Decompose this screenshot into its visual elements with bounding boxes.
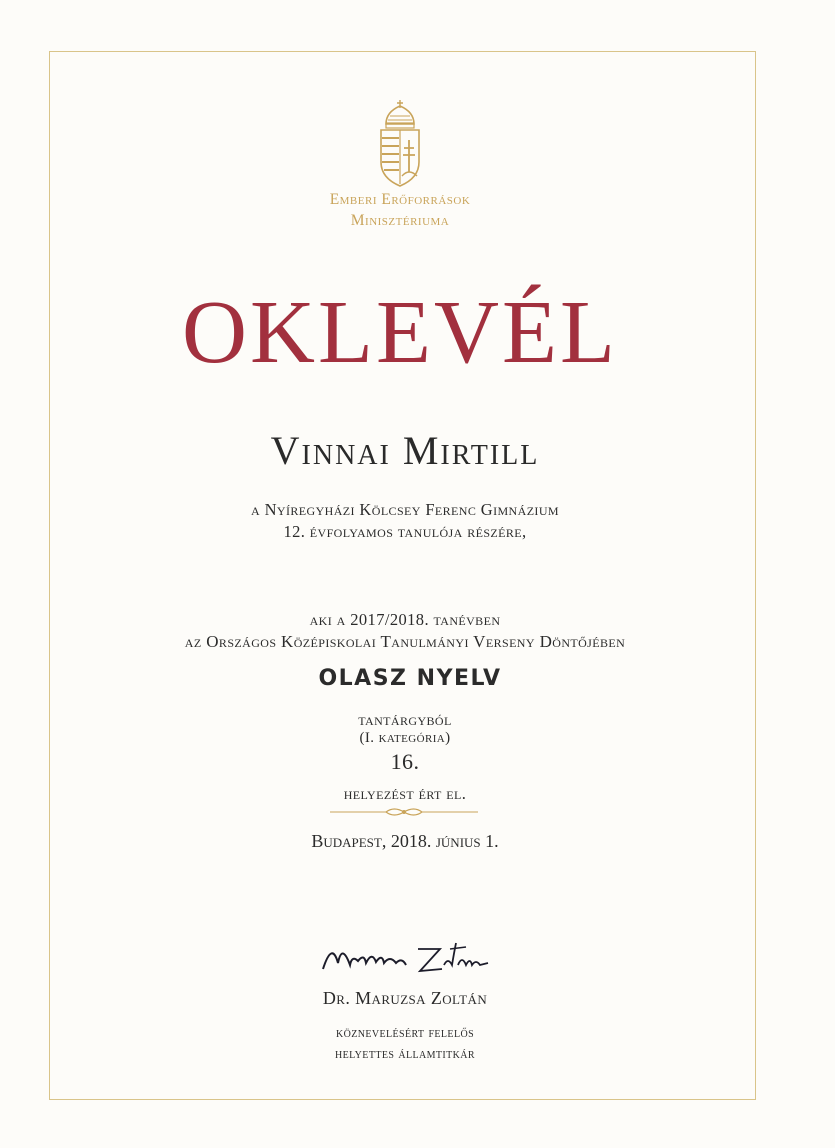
achievement-line: helyezést ért el. — [343, 784, 467, 803]
school-line-2: 12. évfolyamos tanulója részére, — [283, 522, 527, 541]
certificate-title: OKLEVÉL — [182, 283, 618, 382]
signatory-role-line2: helyettes államtitkár — [335, 1046, 475, 1062]
recipient-name: Vinnai Mirtill — [270, 428, 540, 473]
hungarian-coat-of-arms-icon — [377, 100, 423, 188]
signatory-role-line1: köznevelésért felelős — [335, 1025, 475, 1041]
school-line-1: a Nyíregyházi Kölcsey Ferenc Gimnázium — [251, 500, 559, 519]
subject-suffix: tantárgyból — [358, 710, 452, 729]
subject-name: OLASZ NYELV — [318, 666, 502, 691]
placement-number: 16. — [390, 749, 420, 774]
competition-line: az Országos Középiskolai Tanulmányi Verseny Döntőjében — [184, 632, 626, 651]
category-label: (I. kategória) — [359, 730, 451, 746]
handwritten-signature — [318, 935, 493, 980]
ministry-name-line2: Minisztériuma — [350, 212, 450, 229]
issue-place-date: Budapest, 2018. június 1. — [311, 831, 499, 851]
ministry-name-line1: Emberi Erőforrások — [329, 191, 471, 208]
year-line: aki a 2017/2018. tanévben — [309, 610, 501, 629]
signatory-name: Dr. Maruzsa Zoltán — [322, 988, 488, 1008]
divider-ornament-icon — [330, 806, 478, 818]
